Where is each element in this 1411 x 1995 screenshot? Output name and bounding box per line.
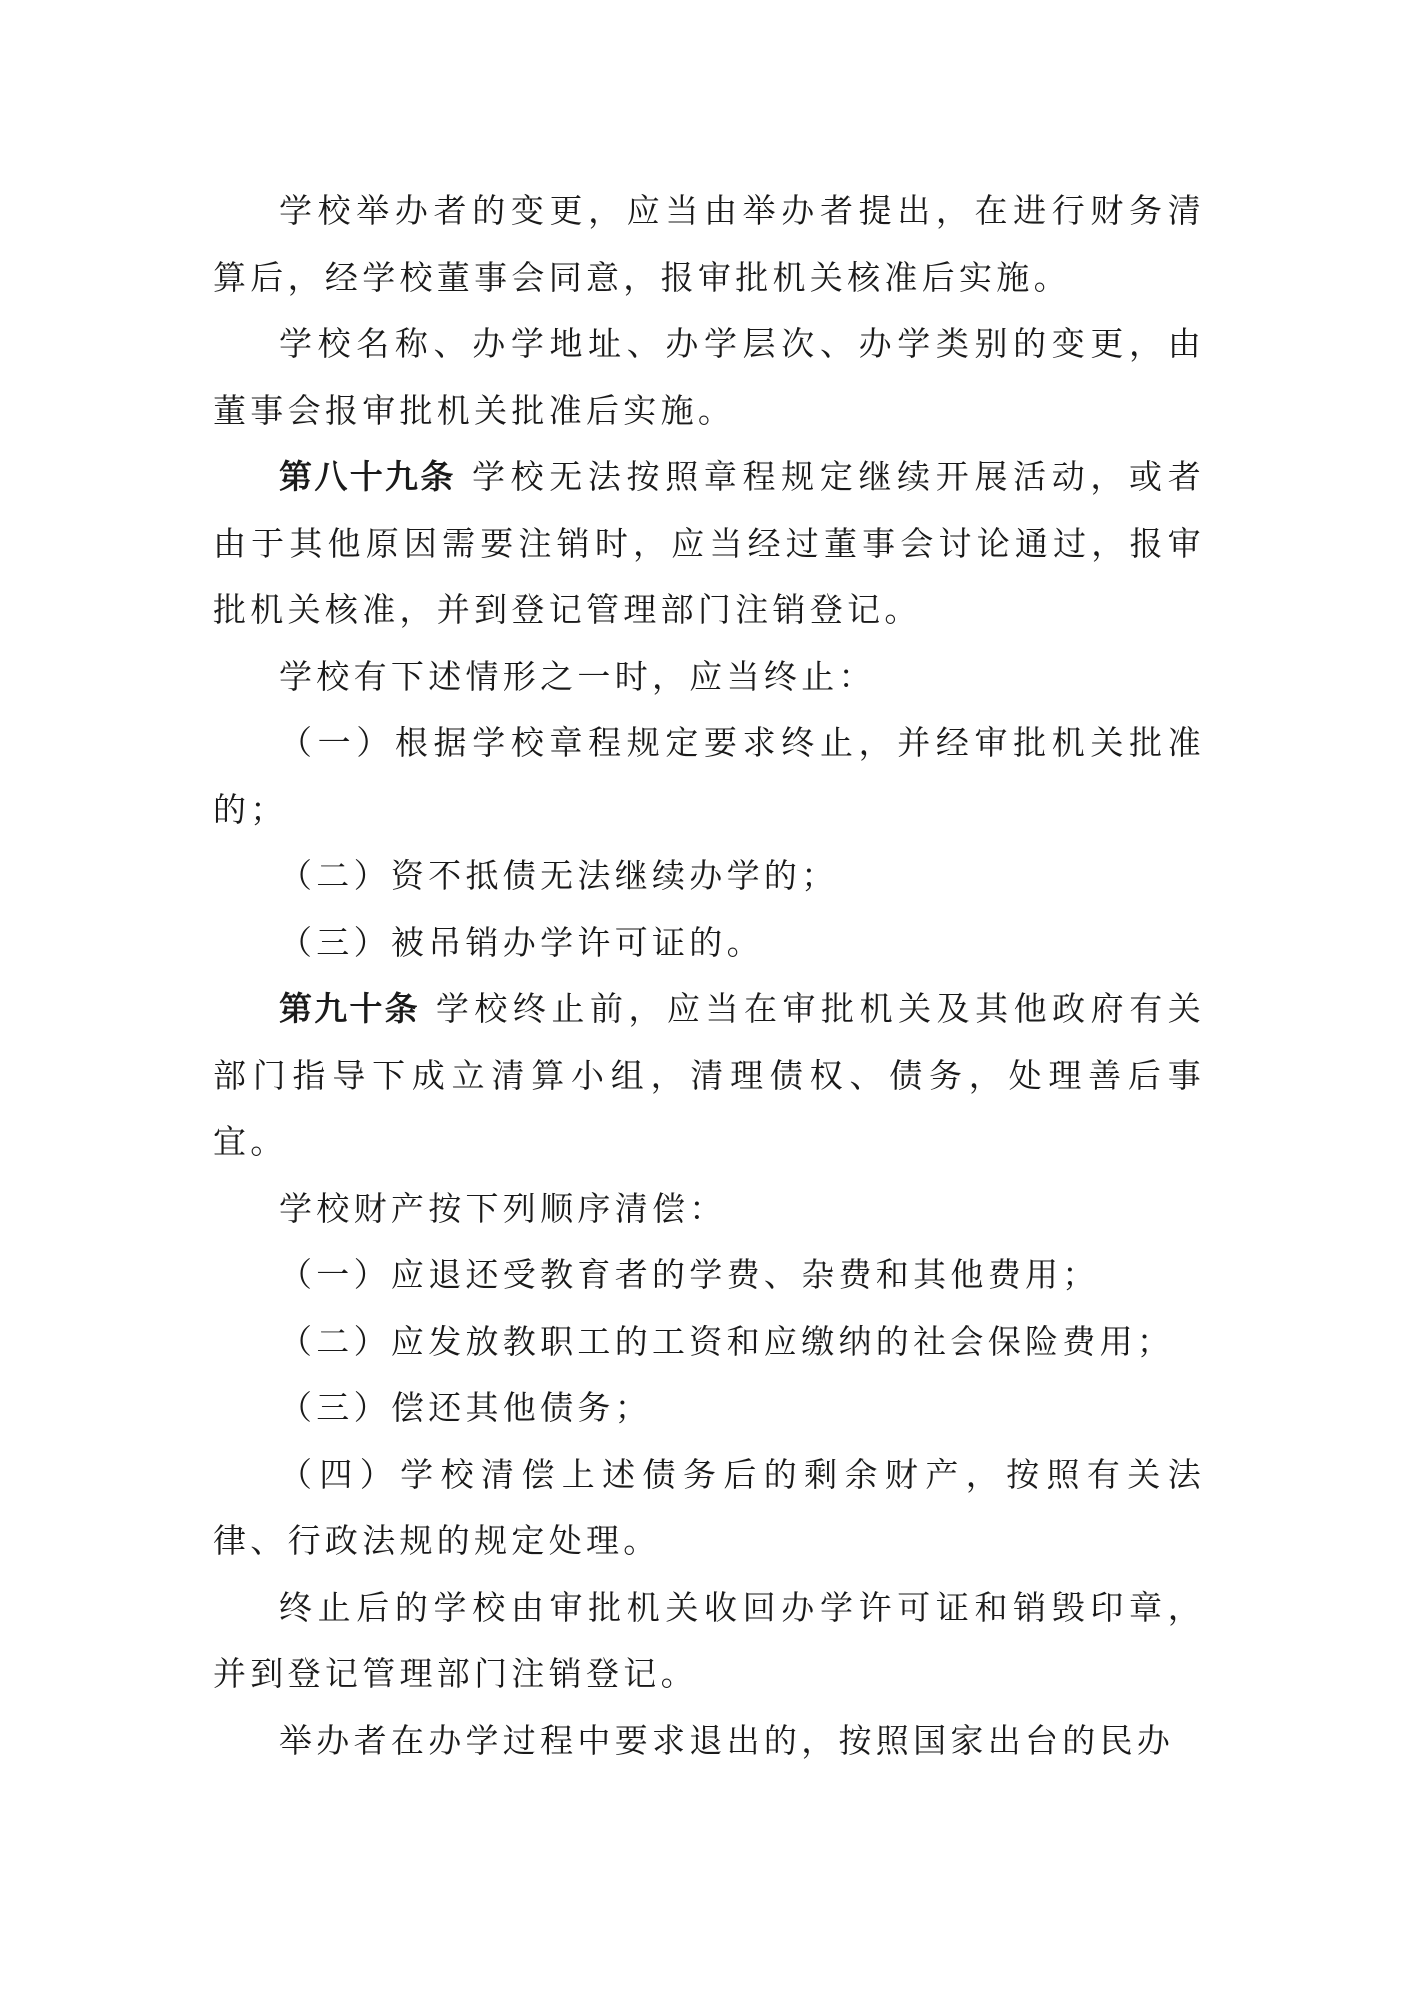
paragraph-termination-conditions [213, 644, 1205, 711]
paragraph-sponsor-exit [213, 1708, 1205, 1775]
paragraph-text: 举办者在办学过程中要求退出的，按照国家出台的民办 [279, 1720, 1175, 1760]
article-number: 第九十条 [279, 989, 420, 1028]
paragraph-text: 终止后的学校由审批机关收回办学许可证和销毁印章，并到登记管理部门注销登记。 [213, 1587, 1205, 1693]
paragraph-text: （二）资不抵债无法继续办学的； [279, 856, 839, 895]
article-number: 第八十九条 [279, 457, 456, 496]
paragraph-name-address-change [213, 311, 1205, 444]
paragraph-sponsor-change [213, 178, 1205, 311]
list-item-termination-1 [213, 710, 1205, 843]
paragraph-text: 学校终止前，应当在审批机关及其他政府有关部门指导下成立清算小组，清理债权、债务，处理善后事宜。 [213, 989, 1206, 1161]
list-item-repayment-4 [213, 1442, 1205, 1575]
document-body [213, 178, 1205, 1774]
list-item-repayment-1 [213, 1242, 1205, 1309]
paragraph-text: 学校举办者的变更，应当由举办者提出，在进行财务清算后，经学校董事会同意，报审批机关核准后实施。 [213, 191, 1205, 297]
paragraph-text: （四）学校清偿上述债务后的剩余财产，按照有关法律、行政法规的规定处理。 [213, 1454, 1205, 1560]
paragraph-text: （二）应发放教职工的工资和应缴纳的社会保险费用； [279, 1321, 1175, 1361]
list-item-repayment-2 [213, 1309, 1205, 1376]
list-item-termination-2 [213, 843, 1205, 910]
paragraph-text: 学校有下述情形之一时，应当终止： [279, 656, 876, 696]
article-89 [213, 444, 1205, 644]
paragraph-text: （一）根据学校章程规定要求终止，并经审批机关批准的； [213, 723, 1205, 829]
paragraph-repayment-order [213, 1176, 1205, 1243]
list-item-repayment-3 [213, 1375, 1205, 1442]
list-item-termination-3 [213, 910, 1205, 977]
article-90 [213, 976, 1205, 1176]
paragraph-text: 学校名称、办学地址、办学层次、办学类别的变更，由董事会报审批机关批准后实施。 [213, 324, 1205, 430]
paragraph-text: 学校无法按照章程规定继续开展活动，或者由于其他原因需要注销时，应当经过董事会讨论通过，报审批机关核准，并到登记管理部门注销登记。 [213, 457, 1206, 629]
paragraph-license-revocation [213, 1575, 1205, 1708]
paragraph-text: 学校财产按下列顺序清偿： [279, 1188, 727, 1228]
paragraph-text: （一）应退还受教育者的学费、杂费和其他费用； [279, 1255, 1100, 1294]
paragraph-text: （三）被吊销办学许可证的。 [279, 922, 764, 962]
paragraph-text: （三）偿还其他债务； [279, 1388, 652, 1427]
